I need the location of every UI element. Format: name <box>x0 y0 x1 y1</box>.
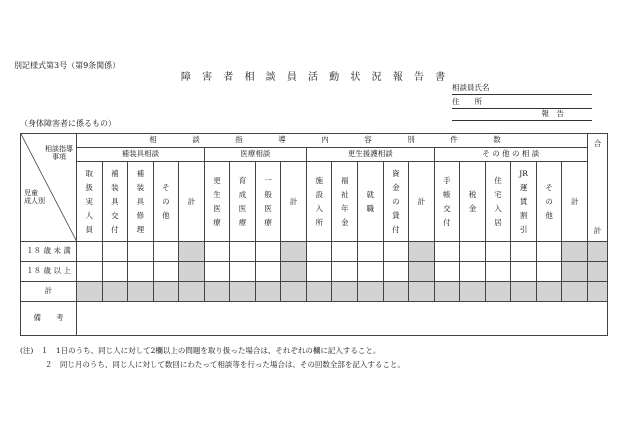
shaded-cell <box>153 282 179 302</box>
table-cell[interactable] <box>128 262 154 282</box>
activity-table <box>20 133 608 336</box>
col-hosougu-0: 取扱実人員 <box>77 162 103 242</box>
col-hosougu-total: 計 <box>179 162 205 242</box>
row-label-18-over: １８ 歳 以 上 <box>21 262 77 282</box>
table-cell[interactable] <box>102 242 128 262</box>
table-cell[interactable] <box>383 262 409 282</box>
shaded-cell <box>230 282 256 302</box>
row-under-18 <box>21 242 608 262</box>
diag-bottom-label: 児童 成人別 <box>24 189 45 205</box>
report-line <box>452 108 592 121</box>
diagonal-header-cell <box>21 134 77 242</box>
document-title: 障 害 者 相 談 員 活 動 状 況 報 告 書 <box>180 72 450 83</box>
col-sonota-4: その他 <box>536 162 562 242</box>
col-hosougu-2: 補装具修理 <box>128 162 154 242</box>
shaded-cell <box>204 282 230 302</box>
shaded-cell <box>179 262 205 282</box>
counselor-name-line[interactable] <box>452 82 592 95</box>
shaded-cell <box>460 282 486 302</box>
col-hosougu-1: 補装具交付 <box>102 162 128 242</box>
shaded-cell <box>332 282 358 302</box>
shaded-cell <box>409 282 435 302</box>
counselor-name-label: 相談員氏名 <box>452 83 490 92</box>
shaded-cell <box>434 282 460 302</box>
col-iryo-2: 一般医療 <box>255 162 281 242</box>
table-cell[interactable] <box>460 242 486 262</box>
table-cell[interactable] <box>511 262 537 282</box>
table-cell[interactable] <box>434 262 460 282</box>
table-cell[interactable] <box>230 262 256 282</box>
row-18-over <box>21 262 608 282</box>
shaded-cell <box>485 282 511 302</box>
group-hosougu: 補装具相談 <box>77 148 205 162</box>
col-sonota-0: 手帳交付 <box>434 162 460 242</box>
shaded-cell <box>409 242 435 262</box>
shaded-cell <box>281 242 307 262</box>
col-sonota-total: 計 <box>562 162 588 242</box>
report-label: 報 告 <box>541 109 564 118</box>
note-2: ２ 同じ月のうち、同じ人に対して数回にわたって相談等を行った場合は、その回数全部を記入すること。 <box>20 360 405 369</box>
group-kousei: 更生援護相談 <box>306 148 434 162</box>
row-label-remarks: 備 考 <box>21 302 77 336</box>
col-kousei-0: 施設入所 <box>306 162 332 242</box>
shaded-cell <box>409 262 435 282</box>
table-cell[interactable] <box>434 242 460 262</box>
shaded-cell <box>562 282 588 302</box>
shaded-cell <box>281 282 307 302</box>
shaded-cell <box>255 282 281 302</box>
col-sonota-2: 住宅入居 <box>485 162 511 242</box>
col-kousei-1: 福祉年金 <box>332 162 358 242</box>
col-iryo-0: 更生医療 <box>204 162 230 242</box>
table-cell[interactable] <box>230 242 256 262</box>
col-sonota-3: JR運賃割引 <box>511 162 537 242</box>
shaded-cell <box>588 262 608 282</box>
table-cell[interactable] <box>102 262 128 282</box>
shaded-cell <box>77 282 103 302</box>
shaded-cell <box>562 242 588 262</box>
col-hosougu-3: その他 <box>153 162 179 242</box>
shaded-cell <box>306 282 332 302</box>
shaded-cell <box>128 282 154 302</box>
table-cell[interactable] <box>358 262 384 282</box>
table-cell[interactable] <box>306 262 332 282</box>
table-cell[interactable] <box>383 242 409 262</box>
grand-total-label: 合 <box>593 138 602 148</box>
table-cell[interactable] <box>77 262 103 282</box>
address-label: 住 所 <box>452 97 482 106</box>
shaded-cell <box>588 282 608 302</box>
grand-total-header <box>588 134 608 242</box>
table-cell[interactable] <box>77 242 103 262</box>
col-iryo-1: 育成医療 <box>230 162 256 242</box>
shaded-cell <box>179 282 205 302</box>
col-kousei-total: 計 <box>409 162 435 242</box>
shaded-cell <box>358 282 384 302</box>
shaded-cell <box>588 242 608 262</box>
grand-total-label-2: 計 <box>593 226 602 236</box>
row-label-under-18: １８ 歳 未 満 <box>21 242 77 262</box>
scope-note: （身体障害者に係るもの） <box>20 119 116 128</box>
top-header: 相 談 指 導 内 容 別 件 数 <box>77 134 588 148</box>
col-iryo-total: 計 <box>281 162 307 242</box>
form-number: 別記様式第3号（第9条関係） <box>14 61 121 70</box>
group-iryo: 医療相談 <box>204 148 306 162</box>
table-cell[interactable] <box>255 262 281 282</box>
shaded-cell <box>562 262 588 282</box>
col-sonota-1: 税金 <box>460 162 486 242</box>
table-cell[interactable] <box>511 242 537 262</box>
table-cell[interactable] <box>332 242 358 262</box>
table-cell[interactable] <box>536 262 562 282</box>
col-kousei-3: 資金の貸付 <box>383 162 409 242</box>
table-cell[interactable] <box>204 242 230 262</box>
diag-top-label: 相談指導 事項 <box>45 145 73 161</box>
table-cell[interactable] <box>536 242 562 262</box>
shaded-cell <box>281 262 307 282</box>
table-cell[interactable] <box>128 242 154 262</box>
table-cell[interactable] <box>485 242 511 262</box>
shaded-cell <box>536 282 562 302</box>
shaded-cell <box>179 242 205 262</box>
shaded-cell <box>383 282 409 302</box>
shaded-cell <box>511 282 537 302</box>
note-1: (注) １ 1日のうち、同じ人に対して2欄以上の問題を取り扱った場合は、それぞれの欄に記入すること。 <box>20 346 381 355</box>
table-cell[interactable] <box>153 242 179 262</box>
col-kousei-2: 就職 <box>358 162 384 242</box>
table-cell[interactable] <box>153 262 179 282</box>
row-total <box>21 282 608 302</box>
table-cell[interactable] <box>460 262 486 282</box>
notes <box>20 344 405 372</box>
table-cell[interactable] <box>332 262 358 282</box>
table-cell[interactable] <box>485 262 511 282</box>
group-sonota: そ の 他 の 相 談 <box>434 148 587 162</box>
table-cell[interactable] <box>358 242 384 262</box>
table-cell[interactable] <box>255 242 281 262</box>
row-remarks <box>21 302 608 336</box>
remarks-field[interactable] <box>77 302 608 336</box>
table-cell[interactable] <box>306 242 332 262</box>
row-label-total: 計 <box>21 282 77 302</box>
shaded-cell <box>102 282 128 302</box>
table-cell[interactable] <box>204 262 230 282</box>
